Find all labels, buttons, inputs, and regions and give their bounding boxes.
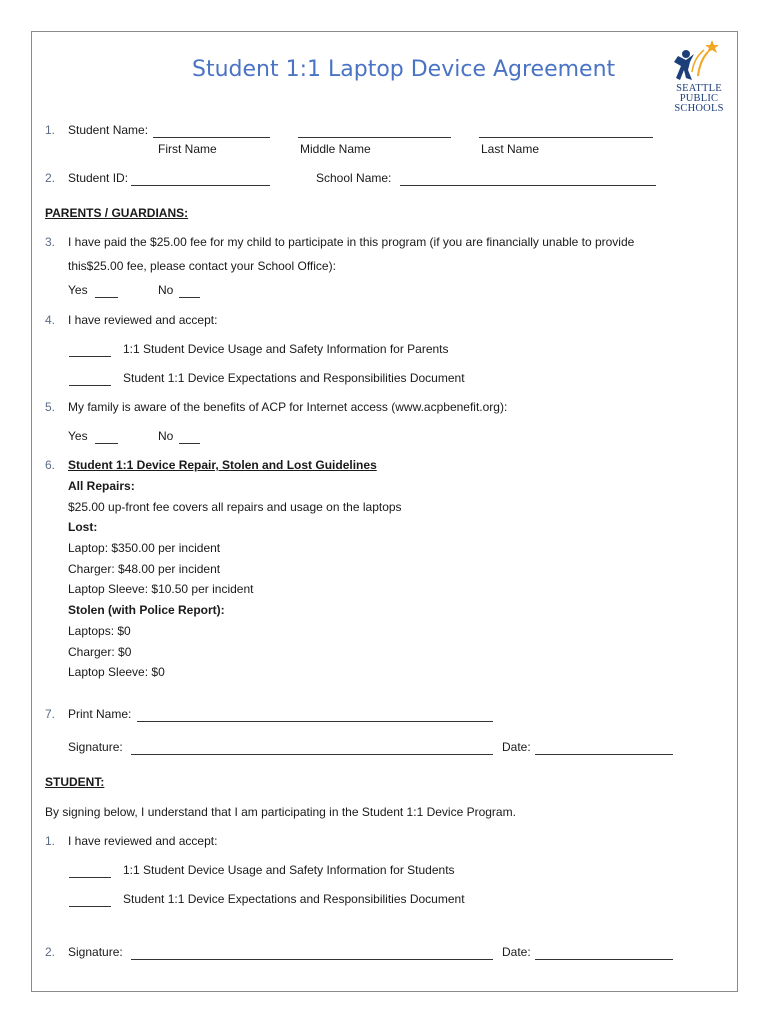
logo-wordmark: SEATTLE PUBLIC SCHOOLS: [674, 83, 724, 114]
acp-no-label: No: [158, 429, 174, 443]
fee-yes-field[interactable]: [95, 285, 118, 298]
last-name-field[interactable]: [479, 125, 653, 138]
student-reviewed-text: I have reviewed and accept:: [68, 834, 218, 848]
student-id-field[interactable]: [131, 173, 270, 186]
school-name-field[interactable]: [400, 173, 656, 186]
item-number: 3.: [45, 235, 56, 249]
parent-usage-doc: 1:1 Student Device Usage and Safety Information for Parents: [123, 342, 449, 356]
all-repairs-label: All Repairs:: [68, 479, 135, 493]
student-expectations-doc: Student 1:1 Device Expectations and Responsibilities Document: [123, 892, 465, 906]
item-number: 6.: [45, 458, 56, 472]
stolen-laptops: Laptops: $0: [68, 624, 131, 638]
student-usage-doc: 1:1 Student Device Usage and Safety Information for Students: [123, 863, 455, 877]
first-name-caption: First Name: [158, 142, 217, 156]
stolen-charger: Charger: $0: [68, 645, 132, 659]
school-name-label: School Name:: [316, 171, 392, 185]
student-intro: By signing below, I understand that I am participating in the Student 1:1 Device Program.: [45, 805, 516, 819]
parent-date-label: Date:: [502, 740, 531, 754]
last-name-caption: Last Name: [481, 142, 540, 156]
fee-yes-label: Yes: [68, 283, 88, 297]
student-date-field[interactable]: [535, 947, 673, 960]
item-number: 7.: [45, 707, 56, 721]
star-figure-icon: [664, 36, 724, 86]
parent-expectations-doc: Student 1:1 Device Expectations and Responsibilities Document: [123, 371, 465, 385]
parent-date-field[interactable]: [535, 742, 673, 755]
parent-signature-label: Signature:: [68, 740, 123, 754]
item-number: 2.: [45, 945, 56, 959]
parent-usage-ack-field[interactable]: [69, 344, 111, 357]
lost-laptop: Laptop: $350.00 per incident: [68, 541, 221, 555]
item-number: 1.: [45, 123, 56, 137]
parent-expectations-ack-field[interactable]: [69, 373, 111, 386]
student-expectations-ack-field[interactable]: [69, 894, 111, 907]
item-number: 4.: [45, 313, 56, 327]
print-name-label: Print Name:: [68, 707, 132, 721]
fee-no-field[interactable]: [179, 285, 200, 298]
student-date-label: Date:: [502, 945, 531, 959]
middle-name-field[interactable]: [298, 125, 451, 138]
item-number: 5.: [45, 400, 56, 414]
guidelines-heading: Student 1:1 Device Repair, Stolen and Lost Guidelines: [68, 458, 377, 472]
parents-heading: PARENTS / GUARDIANS:: [45, 206, 189, 220]
student-id-label: Student ID:: [68, 171, 129, 185]
student-name-label: Student Name:: [68, 123, 149, 137]
repairs-text: $25.00 up-front fee covers all repairs and usage on the laptops: [68, 500, 402, 514]
parent-signature-field[interactable]: [131, 742, 493, 755]
lost-charger: Charger: $48.00 per incident: [68, 562, 221, 576]
acp-yes-label: Yes: [68, 429, 88, 443]
acp-no-field[interactable]: [179, 431, 200, 444]
parents-reviewed-text: I have reviewed and accept:: [68, 313, 218, 327]
lost-label: Lost:: [68, 520, 98, 534]
item-number: 1.: [45, 834, 56, 848]
item-number: 2.: [45, 171, 56, 185]
student-signature-label: Signature:: [68, 945, 123, 959]
student-usage-ack-field[interactable]: [69, 865, 111, 878]
fee-no-label: No: [158, 283, 174, 297]
student-heading: STUDENT:: [45, 775, 105, 789]
acp-yes-field[interactable]: [95, 431, 118, 444]
fee-question-line2: this$25.00 fee, please contact your School Office):: [68, 259, 336, 273]
stolen-label: Stolen (with Police Report):: [68, 603, 225, 617]
page-title: Student 1:1 Laptop Device Agreement: [192, 57, 616, 82]
lost-sleeve: Laptop Sleeve: $10.50 per incident: [68, 582, 254, 596]
acp-question: My family is aware of the benefits of ACP for Internet access (www.acpbenefit.org):: [68, 400, 508, 414]
stolen-sleeve: Laptop Sleeve: $0: [68, 665, 165, 679]
print-name-field[interactable]: [137, 709, 493, 722]
middle-name-caption: Middle Name: [300, 142, 371, 156]
student-signature-field[interactable]: [131, 947, 493, 960]
first-name-field[interactable]: [153, 125, 270, 138]
fee-question-line1: I have paid the $25.00 fee for my child to participate in this program (if you are financially unable to provide: [68, 235, 635, 249]
